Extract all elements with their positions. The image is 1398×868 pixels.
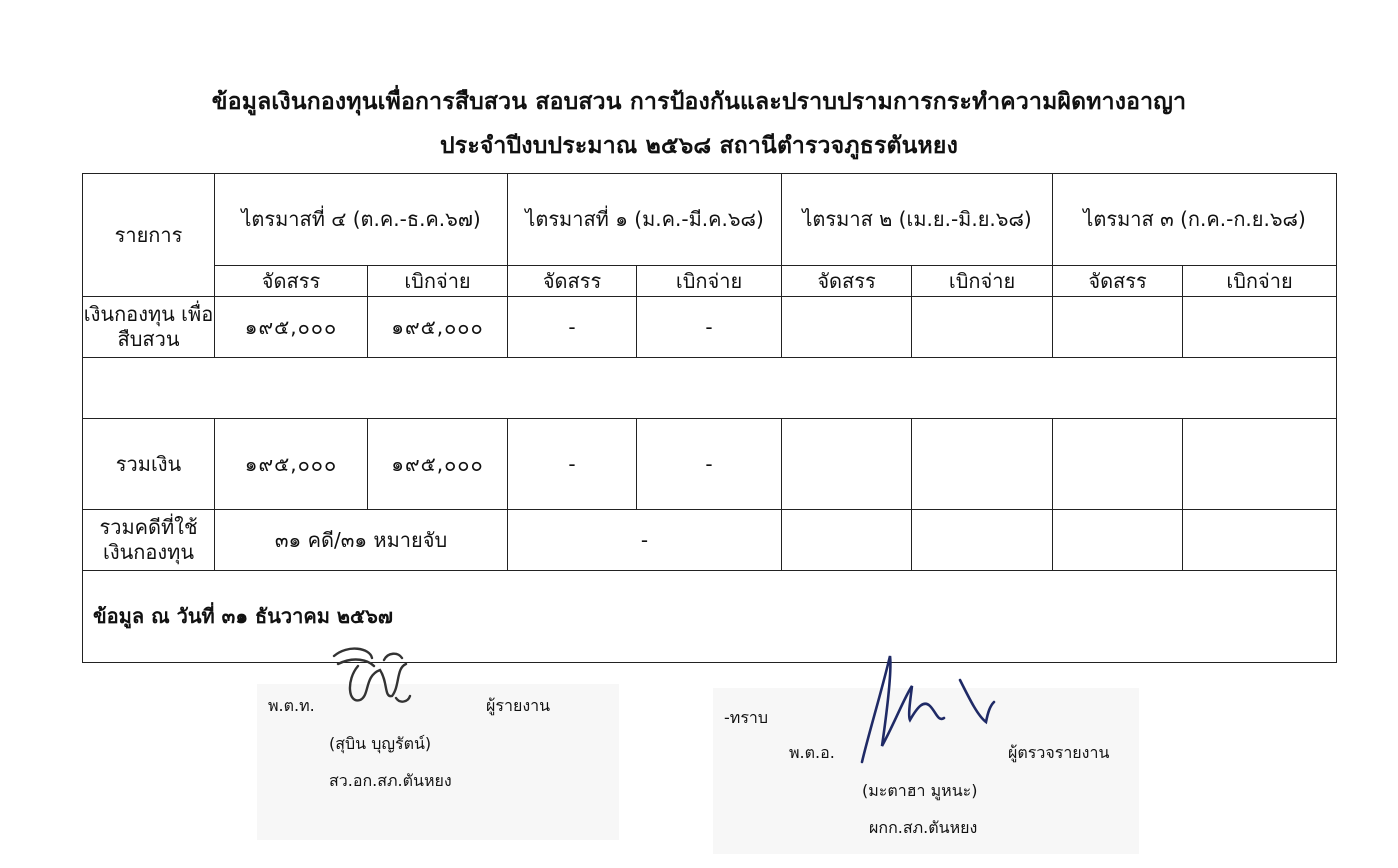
left-name: (สุบิน บุญรัตน์)	[329, 734, 432, 753]
data-as-of-note: ข้อมูล ณ วันที่ ๓๑ ธันวาคม ๒๕๖๗	[83, 571, 1337, 663]
cases-q1-value: -	[508, 510, 782, 571]
right-name: (มะตาฮา มูหนะ)	[862, 781, 978, 800]
cell-value: -	[508, 419, 637, 510]
cell-value	[912, 419, 1053, 510]
cell-value: ๑๙๕,๐๐๐	[215, 297, 368, 358]
table-row	[83, 297, 1337, 358]
sub-header-disburse: เบิกจ่าย	[637, 266, 782, 297]
left-role: ผู้รายงาน	[486, 696, 551, 715]
cell-value: ๑๙๕,๐๐๐	[368, 297, 508, 358]
right-rank: พ.ต.อ.	[789, 743, 835, 762]
cell-value: -	[637, 297, 782, 358]
sub-header-disburse: เบิกจ่าย	[1183, 266, 1337, 297]
cell-value	[1183, 297, 1337, 358]
cell-value	[1053, 297, 1183, 358]
cell-value: ๑๙๕,๐๐๐	[368, 419, 508, 510]
cases-label: รวมคดีที่ใช้ เงินกองทุน	[83, 510, 215, 571]
cases-row	[83, 510, 1337, 571]
cell-value: -	[508, 297, 637, 358]
quarter-header: ไตรมาส ๓ (ก.ค.-ก.ย.๖๘)	[1053, 174, 1337, 266]
row-label: รวมเงิน	[83, 419, 215, 510]
sub-header-allocate: จัดสรร	[508, 266, 637, 297]
right-position: ผกก.สภ.ตันหยง	[869, 818, 978, 837]
report-subtitle: ประจำปีงบประมาณ ๒๕๖๘ สถานีตำรวจภูธรตันหยง	[439, 133, 959, 159]
cell-value	[912, 297, 1053, 358]
sub-header-disburse: เบิกจ่าย	[912, 266, 1053, 297]
signature-scribble-right	[852, 650, 1000, 770]
acknowledge-label: -ทราบ	[724, 708, 769, 727]
cell-value	[1183, 419, 1337, 510]
sub-header-allocate: จัดสรร	[782, 266, 912, 297]
left-rank: พ.ต.ท.	[268, 696, 315, 715]
cell-value: -	[637, 419, 782, 510]
row-label: เงินกองทุน เพื่อสืบสวน	[83, 297, 215, 358]
note-row	[83, 571, 1337, 663]
table-row	[83, 419, 1337, 510]
report-title: ข้อมูลเงินกองทุนเพื่อการสืบสวน สอบสวน การป้องกันและปราบปรามการกระทำความผิดทางอาญา	[211, 89, 1187, 115]
fund-table	[82, 173, 1337, 663]
cell-value	[782, 297, 912, 358]
left-position: สว.อก.สภ.ตันหยง	[329, 771, 452, 790]
quarter-header: ไตรมาสที่ ๑ (ม.ค.-มี.ค.๖๘)	[508, 174, 782, 266]
blank-row	[83, 358, 1337, 419]
quarter-header: ไตรมาสที่ ๔ (ต.ค.-ธ.ค.๖๗)	[215, 174, 508, 266]
right-role: ผู้ตรวจรายงาน	[1008, 743, 1110, 762]
item-header: รายการ	[83, 174, 215, 297]
cell-value	[1053, 419, 1183, 510]
sub-header-disburse: เบิกจ่าย	[368, 266, 508, 297]
cell-value	[782, 419, 912, 510]
cases-q4-value: ๓๑ คดี/๓๑ หมายจับ	[215, 510, 508, 571]
quarter-header: ไตรมาส ๒ (เม.ย.-มิ.ย.๖๘)	[782, 174, 1053, 266]
cell-value: ๑๙๕,๐๐๐	[215, 419, 368, 510]
sub-header-allocate: จัดสรร	[1053, 266, 1183, 297]
sub-header-allocate: จัดสรร	[215, 266, 368, 297]
signature-scribble-left	[326, 640, 418, 718]
